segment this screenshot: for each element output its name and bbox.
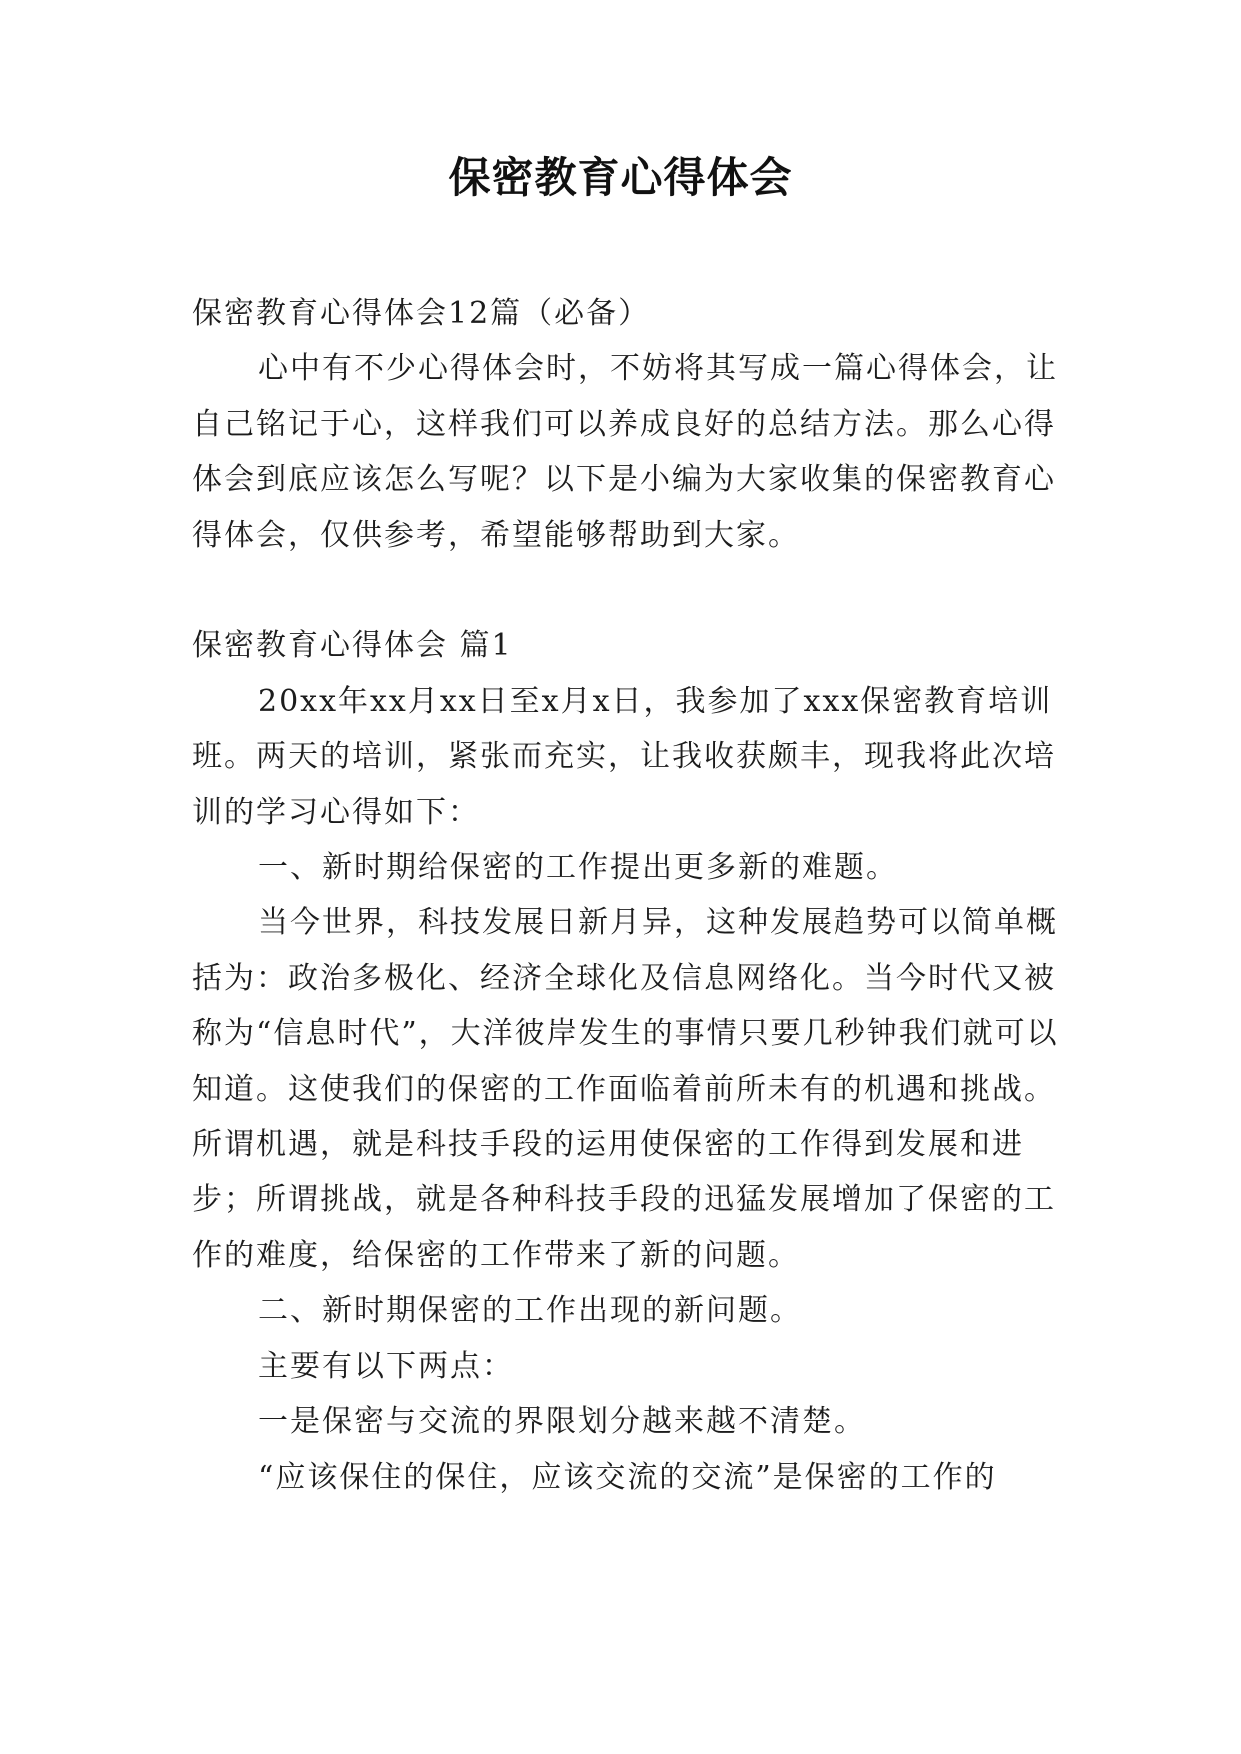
body-paragraph: 一、新时期给保密的工作提出更多新的难题。 bbox=[258, 850, 898, 886]
body-paragraph: 当今世界，科技发展日新月异，这种发展趋势可以简单概括为：政治多极化、经济全球化及信息网络化。当今时代又被称为“信息时代”，大洋彼岸发生的事情只要几秒钟我们就可以知道。这使我们的保密的工作面临着前所未有的机遇和挑战。所谓机遇，就是科技手段的运用使保密的工作得到发展和进步；所谓挑战，就是各种科技手段的迅猛发展增加了保密的工作的难度，给保密的工作带来了新的问题。 bbox=[192, 905, 1059, 1273]
body-paragraph: 主要有以下两点： bbox=[258, 1348, 514, 1384]
document-title: 保密教育心得体会 bbox=[448, 153, 793, 202]
body-paragraph: 20xx年xx月xx日至x月x日，我参加了xxx保密教育培训班。两天的培训，紧张而充实，让我收获颇丰，现我将此次培训的学习心得如下： bbox=[192, 683, 1056, 830]
document-body bbox=[192, 286, 1072, 1505]
document-subtitle: 保密教育心得体会12篇（必备） bbox=[192, 296, 651, 331]
section-spacer bbox=[192, 563, 1072, 618]
intro-paragraph: 心中有不少心得体会时，不妨将其写成一篇心得体会，让自己铭记于心，这样我们可以养成良好的总结方法。那么心得体会到底应该怎么写呢？以下是小编为大家收集的保密教育心得体会，仅供参考，希望能够帮助到大家。 bbox=[192, 351, 1058, 553]
body-paragraph: 一是保密与交流的界限划分越来越不清楚。 bbox=[258, 1404, 866, 1440]
body-paragraph: “应该保住的保住，应该交流的交流”是保密的工作的 bbox=[258, 1459, 997, 1495]
body-paragraph: 二、新时期保密的工作出现的新问题。 bbox=[258, 1293, 802, 1329]
section-heading: 保密教育心得体会 篇1 bbox=[192, 628, 513, 664]
